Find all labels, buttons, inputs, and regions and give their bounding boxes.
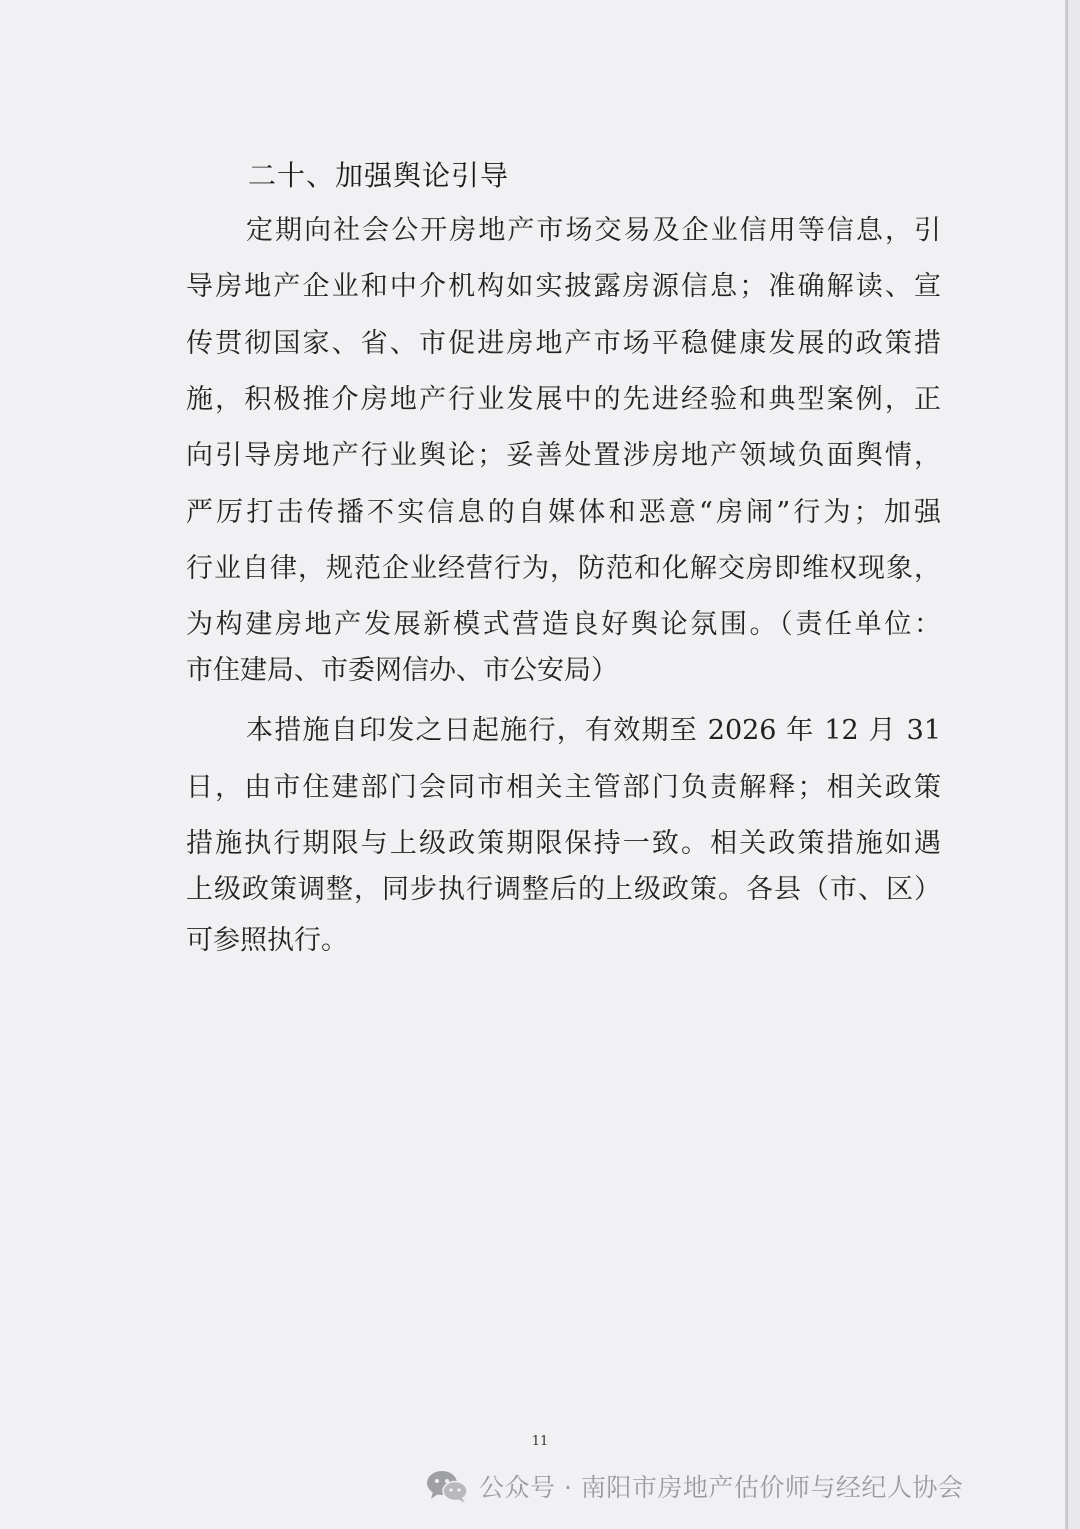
paragraph1-line-1: 定期向社会公开房地产市场交易及企业信用等信息，引 [246, 215, 941, 246]
paragraph2-line-2: 日，由市住建部门会同市相关主管部门负责解释；相关政策 [186, 772, 941, 803]
paragraph2-line-1: 本措施自印发之日起施行，有效期至 2026 年 12 月 31 [246, 715, 941, 746]
page-number: 11 [531, 1434, 549, 1449]
paragraph1-line-6: 严厉打击传播不实信息的自媒体和恶意“房闹”行为；加强 [186, 497, 941, 528]
paragraph1-line-7: 行业自律，规范企业经营行为，防范和化解交房即维权现象， [186, 553, 941, 584]
watermark-text: 公众号 · 南阳市房地产估价师与经纪人协会 [479, 1473, 964, 1502]
paragraph1-line-2: 导房地产企业和中介机构如实披露房源信息；准确解读、宣 [186, 271, 941, 302]
paragraph2-line-5: 可参照执行。 [186, 925, 348, 956]
page-edge [1065, 0, 1068, 1529]
paragraph1-line-8: 为构建房地产发展新模式营造良好舆论氛围。（责任单位： [186, 609, 941, 640]
paragraph2-line-3: 措施执行期限与上级政策期限保持一致。相关政策措施如遇 [186, 828, 941, 859]
section-heading: 二十、加强舆论引导 [248, 159, 510, 192]
wechat-icon [425, 1468, 469, 1504]
page-edge-shadow [1068, 0, 1080, 1529]
paragraph1-line-5: 向引导房地产行业舆论；妥善处置涉房地产领域负面舆情， [186, 440, 941, 471]
paragraph1-line-4: 施，积极推介房地产行业发展中的先进经验和典型案例，正 [186, 384, 941, 415]
paragraph2-line-4: 上级政策调整，同步执行调整后的上级政策。各县（市、区） [186, 874, 941, 905]
wechat-watermark [425, 1466, 963, 1506]
paragraph1-line-9: 市住建局、市委网信办、市公安局） [186, 655, 618, 686]
paragraph1-line-3: 传贯彻国家、省、市促进房地产市场平稳健康发展的政策措 [186, 328, 941, 359]
